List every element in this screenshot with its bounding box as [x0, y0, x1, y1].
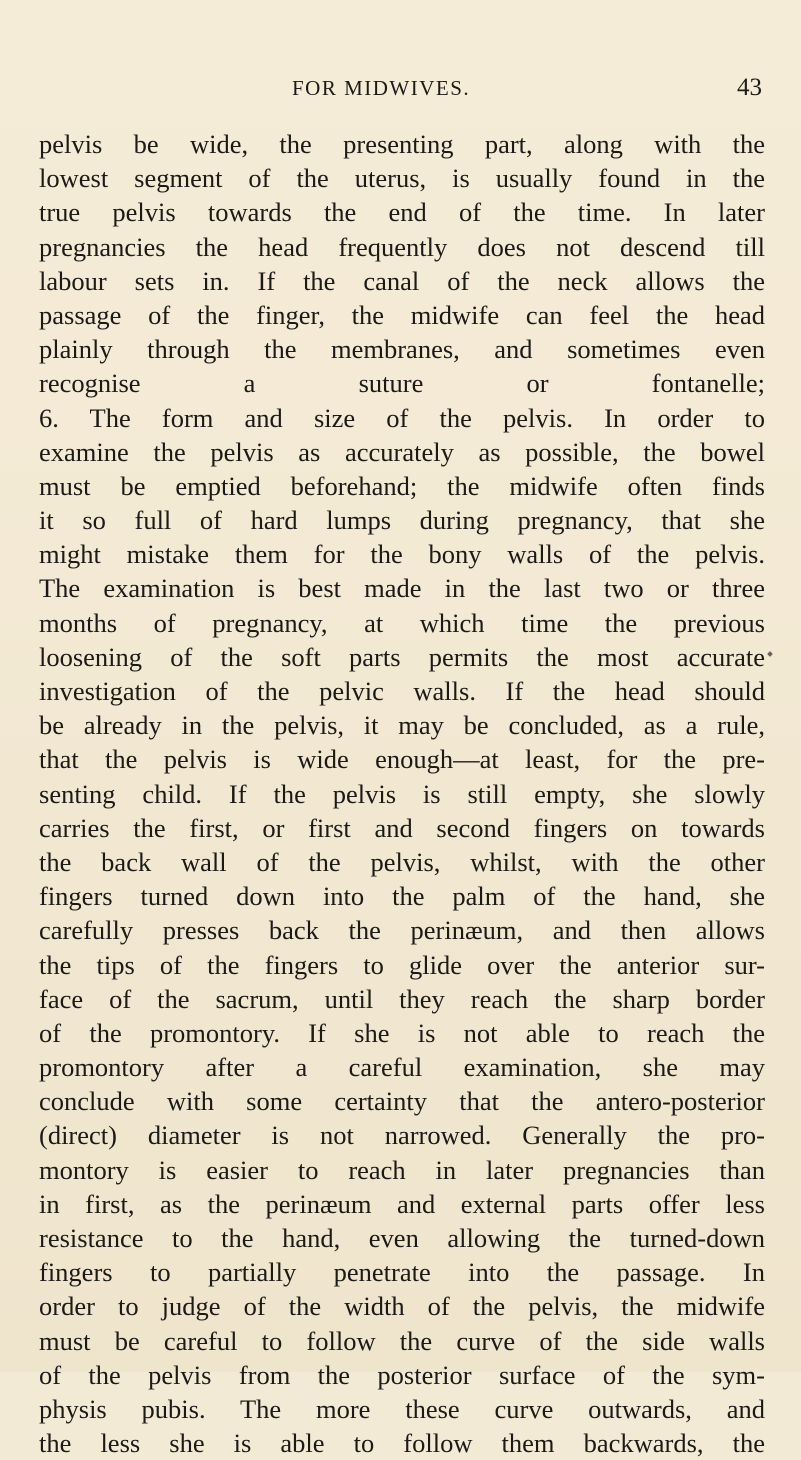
text-line: must be careful to follow the curve of the side walls	[39, 1325, 765, 1356]
text-line: promontory after a careful examination, she may	[39, 1052, 765, 1083]
text-line: physis pubis. The more these curve outwards, and	[39, 1393, 765, 1424]
text-line: plainly through the membranes, and sometimes even	[39, 334, 765, 365]
text-line: fingers turned down into the palm of the hand, she	[39, 881, 765, 912]
text-line: in first, as the perinæum and external parts offer less	[39, 1188, 765, 1219]
text-line: months of pregnancy, at which time the previous	[39, 607, 765, 638]
text-line: of the promontory. If she is not able to reach the	[39, 1017, 765, 1048]
text-line: fingers to partially penetrate into the passage. In	[39, 1257, 765, 1288]
text-line: order to judge of the width of the pelvis, the midwife	[39, 1291, 765, 1322]
text-line: the back wall of the pelvis, whilst, with the other	[39, 846, 765, 877]
text-line: be already in the pelvis, it may be concluded, as a rule,	[39, 710, 765, 741]
print-speck	[767, 651, 773, 657]
text-line: might mistake them for the bony walls of the pelvis.	[39, 539, 765, 570]
text-line: the tips of the fingers to glide over the anterior sur-	[39, 949, 765, 980]
text-line: examine the pelvis as accurately as possible, the bowel	[39, 436, 765, 467]
text-line: senting child. If the pelvis is still empty, she slowly	[39, 778, 765, 809]
text-line: 6. The form and size of the pelvis. In order to	[39, 402, 765, 433]
page-number: 43	[737, 74, 762, 101]
running-title: FOR MIDWIVES.	[292, 76, 471, 100]
text-line: face of the sacrum, until they reach the sharp border	[39, 983, 765, 1014]
text-line: passage of the finger, the midwife can feel the head	[39, 299, 765, 330]
text-line: carries the first, or first and second fingers on towards	[39, 812, 765, 843]
text-line: lowest segment of the uterus, is usually found in the	[39, 163, 765, 194]
text-line: loosening of the soft parts permits the most accurate	[39, 641, 765, 672]
text-line: carefully presses back the perinæum, and then allows	[39, 915, 765, 946]
text-line: pregnancies the head frequently does not descend till	[39, 231, 765, 262]
text-line: true pelvis towards the end of the time. In later	[39, 197, 765, 228]
text-line: montory is easier to reach in later pregnancies than	[39, 1154, 765, 1185]
text-line: (direct) diameter is not narrowed. Generally the pro-	[39, 1120, 765, 1151]
text-line: of the pelvis from the posterior surface of the sym-	[39, 1359, 765, 1390]
text-line: investigation of the pelvic walls. If the head should	[39, 676, 765, 706]
text-line: recognise a suture or fontanelle;	[39, 368, 765, 399]
text-line: labour sets in. If the canal of the neck allows the	[39, 265, 765, 296]
body-text	[39, 127, 765, 1460]
text-line: it so full of hard lumps during pregnancy, that she	[39, 505, 765, 536]
text-line: resistance to the hand, even allowing the turned-down	[39, 1223, 765, 1253]
text-line: that the pelvis is wide enough—at least, for the pre-	[39, 744, 765, 775]
text-line: The examination is best made in the last two or three	[39, 573, 765, 604]
text-line: pelvis be wide, the presenting part, along with the	[39, 129, 765, 159]
running-head	[0, 76, 801, 106]
text-line: the less she is able to follow them backwards, the	[39, 1428, 765, 1459]
text-line: must be emptied beforehand; the midwife often finds	[39, 470, 765, 501]
text-line: conclude with some certainty that the antero-posterior	[39, 1086, 765, 1117]
